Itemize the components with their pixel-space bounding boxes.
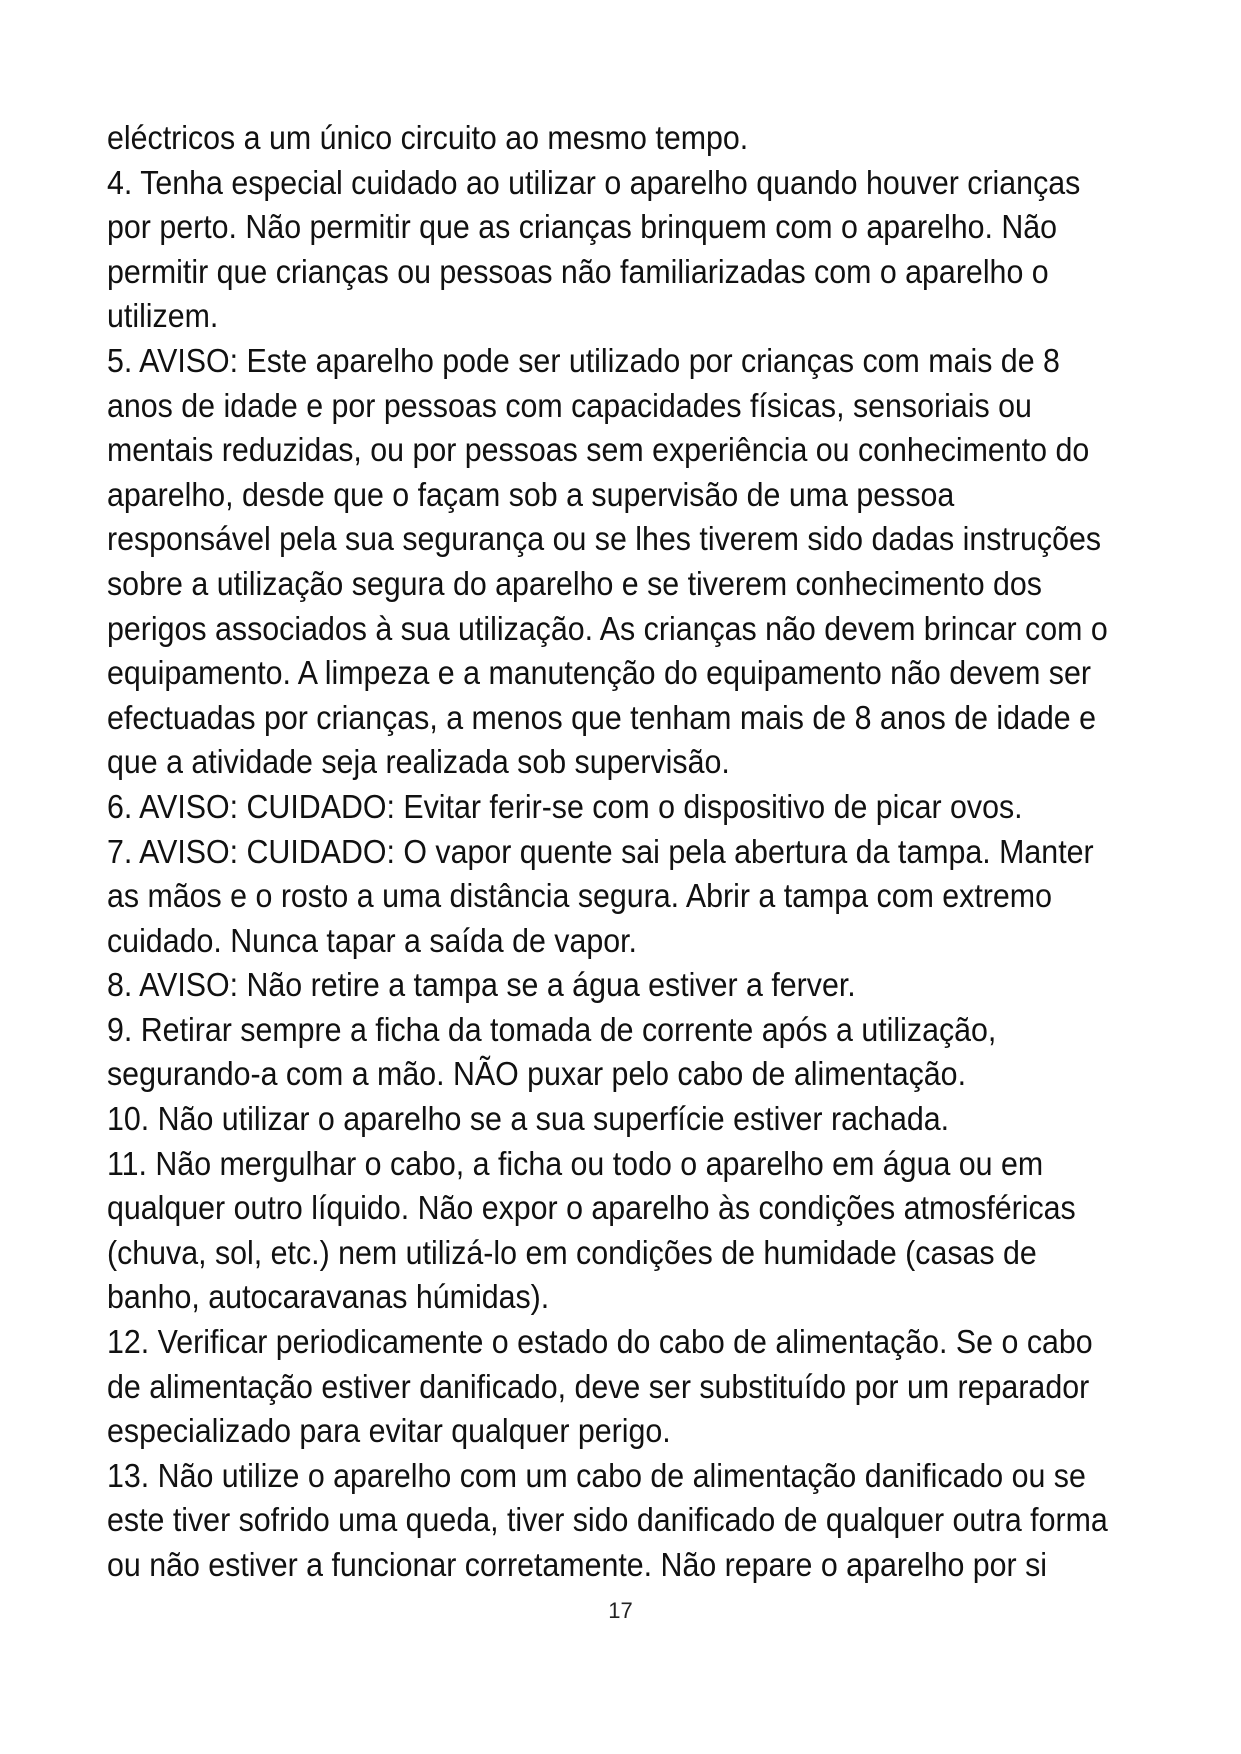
text-line: por perto. Não permitir que as crianças brinquem com o aparelho. Não	[107, 208, 1058, 246]
text-line: 8. AVISO: Não retire a tampa se a água estiver a ferver.	[107, 966, 856, 1004]
text-line: perigos associados à sua utilização. As crianças não devem brincar com o	[107, 609, 1108, 647]
text-line: 11. Não mergulhar o cabo, a ficha ou todo o aparelho em água ou em	[107, 1144, 1044, 1182]
text-line: eléctricos a um único circuito ao mesmo tempo.	[107, 119, 749, 156]
page-number: 17	[608, 1598, 633, 1623]
paragraph	[107, 339, 1108, 785]
text-line: 6. AVISO: CUIDADO: Evitar ferir-se com o dispositivo de picar ovos.	[107, 787, 1023, 825]
text-line: cuidado. Nunca tapar a saída de vapor.	[107, 921, 637, 959]
text-line: de alimentação estiver danificado, deve ser substituído por um reparador	[107, 1367, 1090, 1405]
paragraph	[107, 963, 1101, 1008]
paragraph	[107, 785, 1101, 830]
paragraph	[107, 161, 1101, 339]
text-line: 12. Verificar periodicamente o estado do cabo de alimentação. Se o cabo	[107, 1323, 1093, 1361]
text-line: efectuadas por crianças, a menos que tenham mais de 8 anos de idade e	[107, 698, 1097, 736]
paragraph	[107, 116, 1101, 161]
text-line: responsável pela sua segurança ou se lhes tiverem sido dadas instruções	[107, 520, 1102, 558]
paragraph	[107, 1320, 1101, 1454]
text-line: permitir que crianças ou pessoas não familiarizadas com o aparelho o	[107, 252, 1049, 290]
text-line: banho, autocaravanas húmidas).	[107, 1278, 550, 1316]
text-line: as mãos e o rosto a uma distância segura. Abrir a tampa com extremo	[107, 877, 1052, 915]
text-line: sobre a utilização segura do aparelho e se tiverem conhecimento dos	[107, 564, 1042, 602]
body-text	[107, 116, 1108, 1588]
text-line: 5. AVISO: Este aparelho pode ser utilizado por crianças com mais de 8	[107, 341, 1060, 379]
text-line: qualquer outro líquido. Não expor o aparelho às condições atmosféricas	[107, 1189, 1076, 1227]
text-line: 9. Retirar sempre a ficha da tomada de corrente após a utilização,	[107, 1010, 997, 1048]
text-line: 7. AVISO: CUIDADO: O vapor quente sai pela abertura da tampa. Manter	[107, 832, 1094, 870]
text-line: 10. Não utilizar o aparelho se a sua superfície estiver rachada.	[107, 1100, 950, 1138]
text-line: anos de idade e por pessoas com capacidades físicas, sensoriais ou	[107, 386, 1032, 424]
text-line: 13. Não utilize o aparelho com um cabo de alimentação danificado ou se	[107, 1456, 1086, 1494]
text-line: que a atividade seja realizada sob supervisão.	[107, 743, 730, 781]
paragraph	[107, 1142, 1101, 1320]
text-line: segurando-a com a mão. NÃO puxar pelo cabo de alimentação.	[107, 1055, 967, 1093]
text-line: 4. Tenha especial cuidado ao utilizar o aparelho quando houver crianças	[107, 163, 1081, 201]
text-line: (chuva, sol, etc.) nem utilizá-lo em condições de humidade (casas de	[107, 1233, 1037, 1271]
text-line: utilizem.	[107, 297, 219, 335]
text-line: equipamento. A limpeza e a manutenção do equipamento não devem ser	[107, 654, 1091, 692]
text-line: este tiver sofrido uma queda, tiver sido danificado de qualquer outra forma	[107, 1501, 1108, 1539]
text-line: mentais reduzidas, ou por pessoas sem experiência ou conhecimento do	[107, 431, 1090, 469]
paragraph	[107, 1008, 1101, 1097]
text-line: especializado para evitar qualquer perigo.	[107, 1412, 671, 1450]
paragraph	[107, 1097, 1101, 1142]
paragraph	[107, 1454, 1108, 1588]
paragraph	[107, 830, 1101, 964]
text-line: ou não estiver a funcionar corretamente. Não repare o aparelho por si	[107, 1546, 1048, 1583]
text-line: aparelho, desde que o façam sob a supervisão de uma pessoa	[107, 475, 955, 513]
